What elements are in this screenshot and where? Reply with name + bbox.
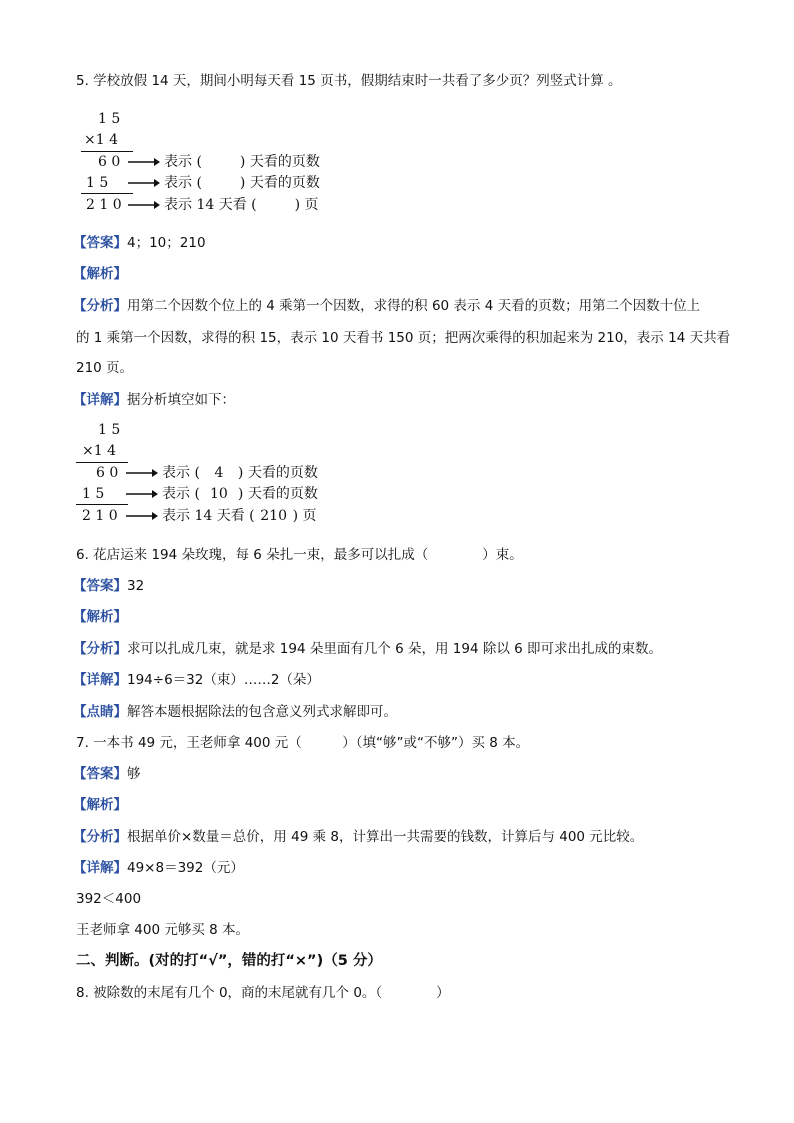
calc-divider-line xyxy=(76,504,128,505)
q6-fenxi: 【分析】求可以扎成几束，就是求 194 朵里面有几个 6 朵，用 194 除以 6 即可求出扎成的束数。 xyxy=(73,641,663,657)
q7-compare: 392＜400 xyxy=(76,891,142,907)
q7-answer: 【答案】够 xyxy=(73,766,141,782)
q5-question: 5. 学校放假 14 天，期间小明每天看 15 页书，假期结束时一共看了多少页？列竖式计算 。 xyxy=(76,73,622,89)
q5-vertical-calc-filled xyxy=(76,421,376,527)
q7-fenxi: 【分析】根据单价×数量＝总价，用 49 乘 8，计算出一共需要的钱数，计算后与 400 元比较。 xyxy=(73,829,644,845)
q7-detail: 【详解】49×8＝392（元） xyxy=(73,860,244,876)
q5-vertical-calc-blank xyxy=(76,110,376,216)
calc-note-2: 表示 ( 10 ) 天看的页数 xyxy=(162,486,318,502)
calc-multiplier: ×1 4 xyxy=(82,443,116,459)
q8-question: 8. 被除数的末尾有几个 0，商的末尾就有几个 0。（ ） xyxy=(76,985,450,1001)
q5-fenxi-line-1: 【分析】用第二个因数个位上的 4 乘第一个因数，求得的积 60 表示 4 天看的页数；用第二个因数十位上 xyxy=(73,298,701,314)
calc-top-factor: 1 5 xyxy=(98,111,121,127)
calc-note-2: 表示 ( ) 天看的页数 xyxy=(164,175,320,191)
q7-question: 7. 一本书 49 元，王老师拿 400 元（ ）（填“够”或“不够”）买 8 本。 xyxy=(76,735,530,751)
arrow-right-icon xyxy=(128,200,160,210)
calc-note-3: 表示 14 天看 ( 210 ) 页 xyxy=(162,508,317,524)
arrow-right-icon xyxy=(126,468,158,478)
q5-answer: 【答案】4；10；210 xyxy=(73,235,206,251)
calc-partial-1: 6 0 xyxy=(98,154,121,170)
q7-analysis-label: 【解析】 xyxy=(73,797,127,813)
q5-fenxi-line-2: 的 1 乘第一个因数，求得的积 15，表示 10 天看书 150 页；把两次乘得的积加起来为 210，表示 14 天共看 xyxy=(76,330,731,346)
arrow-right-icon xyxy=(128,157,160,167)
q6-question: 6. 花店运来 194 朵玫瑰，每 6 朵扎一束，最多可以扎成（ ）束。 xyxy=(76,547,523,563)
calc-divider-line xyxy=(81,193,133,194)
q5-fenxi-line-3: 210 页。 xyxy=(76,360,134,376)
arrow-right-icon xyxy=(126,489,158,499)
calc-product: 2 1 0 xyxy=(86,197,122,213)
calc-partial-1: 6 0 xyxy=(96,465,119,481)
section-title: 二、判断。(对的打“√”，错的打“×”)（5 分） xyxy=(76,953,382,969)
calc-note-1: 表示 ( ) 天看的页数 xyxy=(164,154,320,170)
calc-product: 2 1 0 xyxy=(82,508,118,524)
q5-detail: 【详解】据分析填空如下： xyxy=(73,392,235,408)
calc-divider-line xyxy=(76,462,128,463)
calc-partial-2: 1 5 xyxy=(82,486,105,502)
q6-dianjing: 【点睛】解答本题根据除法的包含意义列式求解即可。 xyxy=(73,704,397,720)
q5-analysis-label: 【解析】 xyxy=(73,266,127,282)
q7-conclusion: 王老师拿 400 元够买 8 本。 xyxy=(76,922,250,938)
calc-note-1: 表示 ( 4 ) 天看的页数 xyxy=(162,465,318,481)
arrow-right-icon xyxy=(126,511,158,521)
q6-detail: 【详解】194÷6＝32（束）……2（朵） xyxy=(73,672,320,688)
calc-top-factor: 1 5 xyxy=(98,422,121,438)
q6-analysis-label: 【解析】 xyxy=(73,609,127,625)
calc-divider-line xyxy=(81,151,133,152)
q6-answer: 【答案】32 xyxy=(73,578,145,594)
calc-multiplier: ×1 4 xyxy=(84,132,118,148)
arrow-right-icon xyxy=(128,178,160,188)
calc-note-3: 表示 14 天看 ( ) 页 xyxy=(164,197,319,213)
calc-partial-2: 1 5 xyxy=(86,175,109,191)
